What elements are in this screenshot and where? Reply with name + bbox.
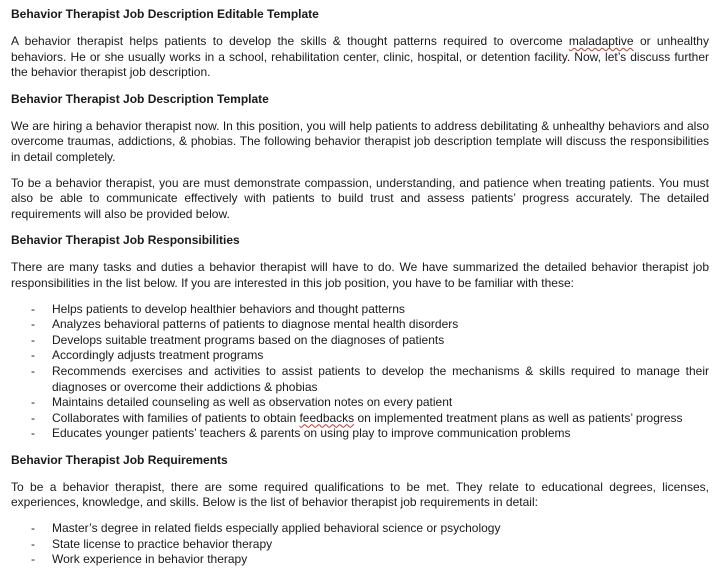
list-item: - Master’s degree in related fields especially applied behavioral science or psychology xyxy=(11,521,709,537)
list-item: - Work experience in behavior therapy xyxy=(11,552,709,568)
list-item-text-end: on implemented treatment plans as well as patients’ progress xyxy=(354,410,683,425)
list-item: - Recommends exercises and activities to assist patients to develop the mechanisms & skills required to manage their diagnoses or overcome their addictions & phobias xyxy=(11,364,709,395)
intro-text-start: A behavior therapist helps patients to develop the skills & thought patterns required to overcome xyxy=(11,34,569,48)
requirements-heading: Behavior Therapist Job Requirements xyxy=(11,452,228,467)
list-item: - Accordingly adjusts treatment programs xyxy=(11,348,709,364)
list-item-text-start: Collaborates with families of patients to obtain xyxy=(52,410,300,425)
requirements-intro: To be a behavior therapist, there are some required qualifications to be met. They relate to educational degrees, licenses, experiences, knowledge, and skills. Below is the list of behavior therapist job requirements in detail: xyxy=(11,479,709,510)
requirements-list xyxy=(11,521,709,568)
list-item: - Develops suitable treatment programs based on the diagnoses of patients xyxy=(11,333,709,349)
responsibilities-intro: There are many tasks and duties a behavior therapist will have to do. We have summarized the detailed behavior therapist job responsibilities in the list below. If you are interested in this job position, you have to be familiar with these: xyxy=(11,260,709,290)
list-item: - Analyzes behavioral patterns of patients to diagnose mental health disorders xyxy=(11,317,709,333)
responsibilities-heading: Behavior Therapist Job Responsibilities xyxy=(11,233,240,248)
responsibilities-list xyxy=(11,302,709,442)
list-item: - State license to practice behavior therapy xyxy=(11,537,709,553)
list-item: - Educates younger patients’ teachers & parents on using play to improve communication problems xyxy=(11,426,709,442)
document-title: Behavior Therapist Job Description Editable Template xyxy=(11,7,319,21)
spellcheck-flagged-word[interactable]: maladaptive xyxy=(568,34,634,48)
intro-text-end: or unhealthy behaviors. He or she usually works in a school, rehabilitation center, clinic, hospital, or detention facility. Now, let’s discuss further the behavior therapist job description. xyxy=(11,34,709,80)
list-item: - Maintains detailed counseling as well as observation notes on every patient xyxy=(11,395,709,411)
template-paragraph-2: To be a behavior therapist, you are must demonstrate compassion, understanding, and patience when treating patients. You must also be able to communicate effectively with patients to build trust and assess patients’ progress accurately. The detailed requirements will also be provided below. xyxy=(11,175,709,221)
spellcheck-flagged-word[interactable]: feedbacks xyxy=(299,410,355,425)
intro-paragraph xyxy=(11,34,709,81)
list-item xyxy=(11,411,709,427)
template-paragraph-1: We are hiring a behavior therapist now. In this position, you will help patients to address debilitating & unhealthy behaviors and also overcome traumas, addictions, & phobias. The following behavior therapist job description template will discuss the responsibilities in detail completely. xyxy=(11,118,709,164)
list-item: - Helps patients to develop healthier behaviors and thought patterns xyxy=(11,302,709,318)
template-heading: Behavior Therapist Job Description Template xyxy=(11,91,269,106)
